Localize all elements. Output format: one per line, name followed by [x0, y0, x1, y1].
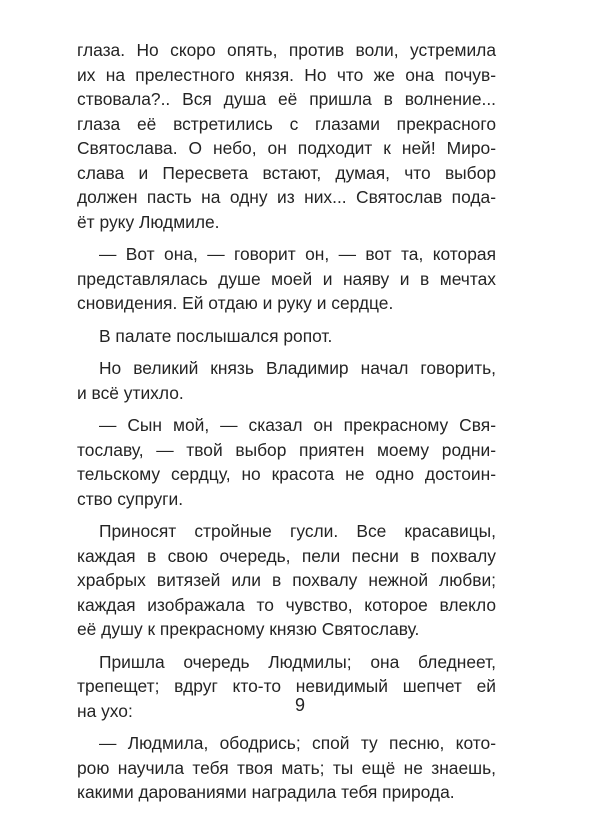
text-line: рою научила тебя твоя мать; ты ещё не знаешь,: [77, 757, 496, 778]
text-line: ёт руку Людмиле.: [77, 211, 220, 232]
text-line: трепещет; вдруг кто-то невидимый шепчет ей: [77, 676, 496, 696]
text-line: каждая изображала то чувство, которое влекло: [77, 594, 496, 615]
text-line: тославу, — твой выбор приятен моему родни-: [77, 439, 496, 460]
paragraph-6: [77, 519, 496, 642]
text-line: Пришла очередь Людмилы; она бледнеет,: [99, 651, 496, 672]
text-line: Святослава. О небо, он подходит к ней! Миро-: [77, 138, 496, 158]
text-line: на ухо:: [77, 700, 133, 721]
text-line: её душу к прекрасному князю Святославу.: [77, 619, 420, 639]
text-line: глаза её встретились с глазами прекрасного: [77, 113, 496, 134]
text-line: глаза. Но скоро опять, против воли, устремила: [77, 40, 496, 60]
text-line: слава и Пересвета встают, думая, что выбор: [77, 162, 496, 183]
text-line: представлялась душе моей и наяву и в мечтах: [77, 268, 496, 289]
paragraph-2: [77, 242, 496, 316]
text-line: ствовала?.. Вся душа её пришла в волнение...: [77, 89, 496, 109]
text-line: В палате послышался ропот.: [99, 325, 333, 346]
text-line: сновидения. Ей отдаю и руку и сердце.: [77, 293, 394, 313]
paragraph-8: [77, 731, 496, 805]
text-line: каждая в свою очередь, пели песни в похвалу: [77, 545, 496, 566]
text-line: — Вот она, — говорит он, — вот та, которая: [99, 244, 496, 264]
text-line: и всё утихло.: [77, 382, 184, 403]
text-line: ство супруги.: [77, 488, 184, 509]
text-line: Приносят стройные гусли. Все красавицы,: [99, 521, 496, 541]
text-line: их на прелестного князя. Но что же она почув-: [77, 64, 496, 85]
paragraph-5: [77, 413, 496, 511]
text-line: должен пасть на одну из них... Святослав пода-: [77, 187, 496, 207]
text-line: Но великий князь Владимир начал говорить,: [99, 358, 496, 378]
text-line: тельскому сердцу, но красота не одно достоин-: [77, 464, 496, 484]
text-line: — Людмила, ободрись; спой ту песню, кото-: [99, 733, 496, 753]
page-number: 9: [294, 695, 305, 715]
paragraph-4: [77, 356, 496, 405]
paragraph-1: [77, 38, 496, 234]
paragraph-3: [77, 324, 496, 349]
text-line: какими дарованиями наградила тебя природа.: [77, 782, 455, 802]
text-line: храбрых витязей или в похвалу нежной любви;: [77, 570, 496, 590]
text-line: — Сын мой, — сказал он прекрасному Свя-: [99, 415, 496, 435]
